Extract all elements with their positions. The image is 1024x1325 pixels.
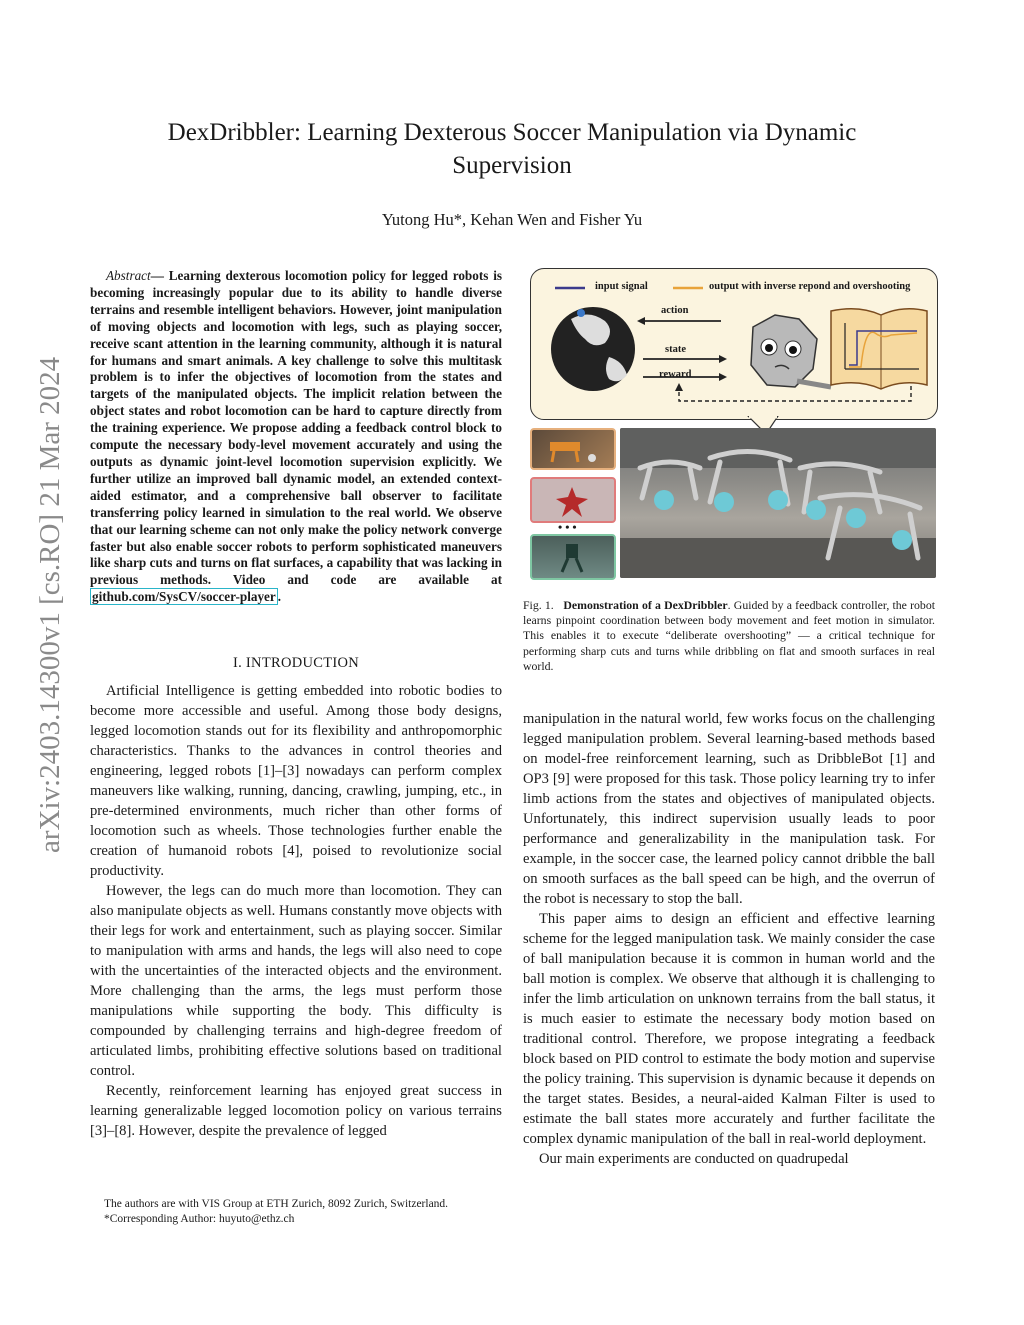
right-column <box>523 709 935 1169</box>
abstract-dash: — <box>150 268 169 283</box>
footnote-corresponding: *Corresponding Author: huyuto@ethz.ch <box>104 1213 295 1225</box>
figure-caption <box>523 598 935 674</box>
legend-input-label: input signal <box>595 281 648 292</box>
abstract-text: Learning dexterous locomotion policy for legged robots is becoming increasingly popular due to its ability to handle diverse terrains and resemble intelligent behaviors. However, joint manipulation of moving objects and locomotion with legs, such as playing soccer, receive scant attention in the learning community, although it is natural for humans and smart animals. A key challenge to solve this multitask problem is to infer the objectives of locomotion from the states and targets of the manipulated objects. The implicit relation between the object states and robot locomotion can be hard to capture directly from the training experience. We propose adding a feedback control block to compute the necessary body-level movement accurately and using the outputs as dynamic joint-level locomotion supervision explicitly. We further utilize an improved ball dynamic model, an extended context-aided estimator, and a comprehensive ball observer to facilitate transferring policy learned in simulation to the real world. We observe that our learning scheme can not only make the policy network converge faster but also enable soccer robots to perform sophisticated maneuvers like sharp cuts and turns on flat surfaces, a capability that was lacking in previous methods. Video and code are available at <box>90 268 502 588</box>
paragraph: Our main experiments are conducted on quadrupedal <box>539 1151 849 1167</box>
real-world-photo <box>620 428 936 578</box>
footnote-affiliation: The authors are with VIS Group at ETH Zurich, 8092 Zurich, Switzerland. <box>104 1198 449 1210</box>
humanoid-silhouette <box>532 536 614 578</box>
simulation-thumbnail-2 <box>530 477 616 523</box>
star-robot-silhouette <box>532 479 614 521</box>
simulation-thumbnail-1 <box>530 428 616 470</box>
caption-label: Fig. 1. <box>523 598 554 612</box>
left-column <box>90 681 502 1141</box>
more-ellipsis: • • • <box>558 520 577 534</box>
simulation-thumbnail-3 <box>530 534 616 580</box>
paragraph: Artificial Intelligence is getting embedded into robotic bodies to become more accessible and useful. Among those body designs, legged locomotion stands out for its flexibility and anthropomorphic characteristics. Thanks to the advances in control theories and engineering, legged robots [1]–[3] nowadays can perform complex maneuvers like walking, running, dancing, crawling, jumping, etc., in pre-determined environments, much richer than other forms of locomotion such as wheels. Those technologies further enable the creation of humanoid robots [4], poised to revolutionize social productivity. <box>90 683 502 879</box>
caption-text: . Guided by a feedback controller, the robot learns pinpoint coordination between body movement and feet motion in simulator. This enables it to execute “deliberate overshooting” — a critical technique for performing sharp cuts and turns while dribbling on flat and smooth surfaces in real world. <box>523 598 935 673</box>
abstract-label: Abstract <box>106 268 151 283</box>
action-label: action <box>661 305 689 316</box>
paragraph: This paper aims to design an efficient and effective learning scheme for the legged manipulation task. We mainly consider the case of ball manipulation because it is common in human world and the ball motion is complex. We observe that although it is challenging to infer the limb articulation on unknown terrains from the ball status, it is much easier to estimate the necessary body motion based on traditional control. Therefore, we propose integrating a feedback block based on PID control to estimate the body motion and supervise the policy training. This supervision is dynamic because it depends on the target states. Besides, a neural-aided Kalman Filter is used to estimate the ball states more accurately and further facilitate the complex dynamic manipulation of the ball in real-world deployment. <box>523 911 935 1147</box>
reward-label: reward <box>659 369 692 380</box>
earth-globe-icon <box>551 307 635 391</box>
robot-dog-photo-illustration <box>620 428 936 578</box>
title-line-1: DexDribbler: Learning Dexterous Soccer Manipulation via Dynamic <box>167 119 857 146</box>
footnotes <box>90 1197 502 1227</box>
paragraph: manipulation in the natural world, few works focus on the challenging legged manipulation problem. Several learning-based methods based on model-free reinforcement learning, such as DribbleBot [1] and OP3 [9] were proposed for this task. Those policy learning try to infer limb actions from the states and objectives of manipulated objects. Unfortunately, this indirect supervision usually leads to poor performance and generalizability in the manipulation task. For example, in the soccer case, the learned policy cannot dribble the ball on smooth surfaces as the ball speed can be high, and the overrun of the robot is necessary to stop the ball. <box>523 711 935 907</box>
code-link[interactable]: github.com/SysCV/soccer-player <box>92 589 276 605</box>
title-line-2: Supervision <box>452 152 572 179</box>
robot-dog-silhouette <box>532 430 614 468</box>
speech-bubble-panel <box>530 268 938 420</box>
abstract: Abstract— Learning dexterous locomotion policy for legged robots is becoming increasingly popular due to its ability to handle diverse terrains and resemble intelligent behaviors. However, joint manipulation of moving objects and locomotion with legs, such as playing soccer, receive scant attention in the learning community, although it is natural for humans and smart animals. A key challenge to solve this multitask problem is to infer the objectives of locomotion from the states and targets of the manipulated objects. The implicit relation between the object states and robot locomotion can be hard to capture directly from the training experience. We propose adding a feedback control block to compute the necessary body-level movement accurately and using the outputs as dynamic joint-level locomotion supervision explicitly. We further utilize an improved ball dynamic model, an extended context-aided estimator, and a comprehensive ball observer to facilitate transferring policy learned in simulation to the real world. We observe that our learning scheme can not only make the policy network converge faster but also enable soccer robots to perform sophisticated maneuvers like sharp cuts and turns on flat surfaces, a capability that was lacking in previous methods. Video and code are available at github.com/SysCV/soccer-player . <box>90 268 502 605</box>
paragraph: However, the legs can do much more than locomotion. They can also manipulate objects as well. Humans constantly move objects with their legs for work and entertainment, such as playing soccer. Similar to manipulation with arms and hands, the legs will also need to cope with the uncertainties of the interacted objects and the environment. More challenging than the arms, the legs must perform those manipulations while supporting the body. This difficulty is compounded by challenging terrains and high-degree freedom of articulated limbs, prohibiting effective solutions based on traditional control. <box>90 883 502 1079</box>
robot-head-icon <box>751 315 831 387</box>
paper-title <box>0 116 1024 182</box>
section-heading: I. INTRODUCTION <box>232 655 360 671</box>
arxiv-identifier: arXiv:2403.14300v1 [cs.RO] 21 Mar 2024 <box>34 356 66 853</box>
author-list: Yutong Hu*, Kehan Wen and Fisher Yu <box>381 210 643 229</box>
caption-title: Demonstration of a DexDribbler <box>563 598 728 612</box>
legend-output-label: output with inverse repond and overshooting <box>709 281 911 292</box>
state-label: state <box>665 344 686 355</box>
figure-1 <box>528 268 938 590</box>
paragraph: Recently, reinforcement learning has enjoyed great success in learning generalizable legged locomotion policy on various terrains [3]–[8]. However, despite the prevalence of legged <box>90 1083 502 1139</box>
book-with-response-plot-icon <box>831 309 927 389</box>
